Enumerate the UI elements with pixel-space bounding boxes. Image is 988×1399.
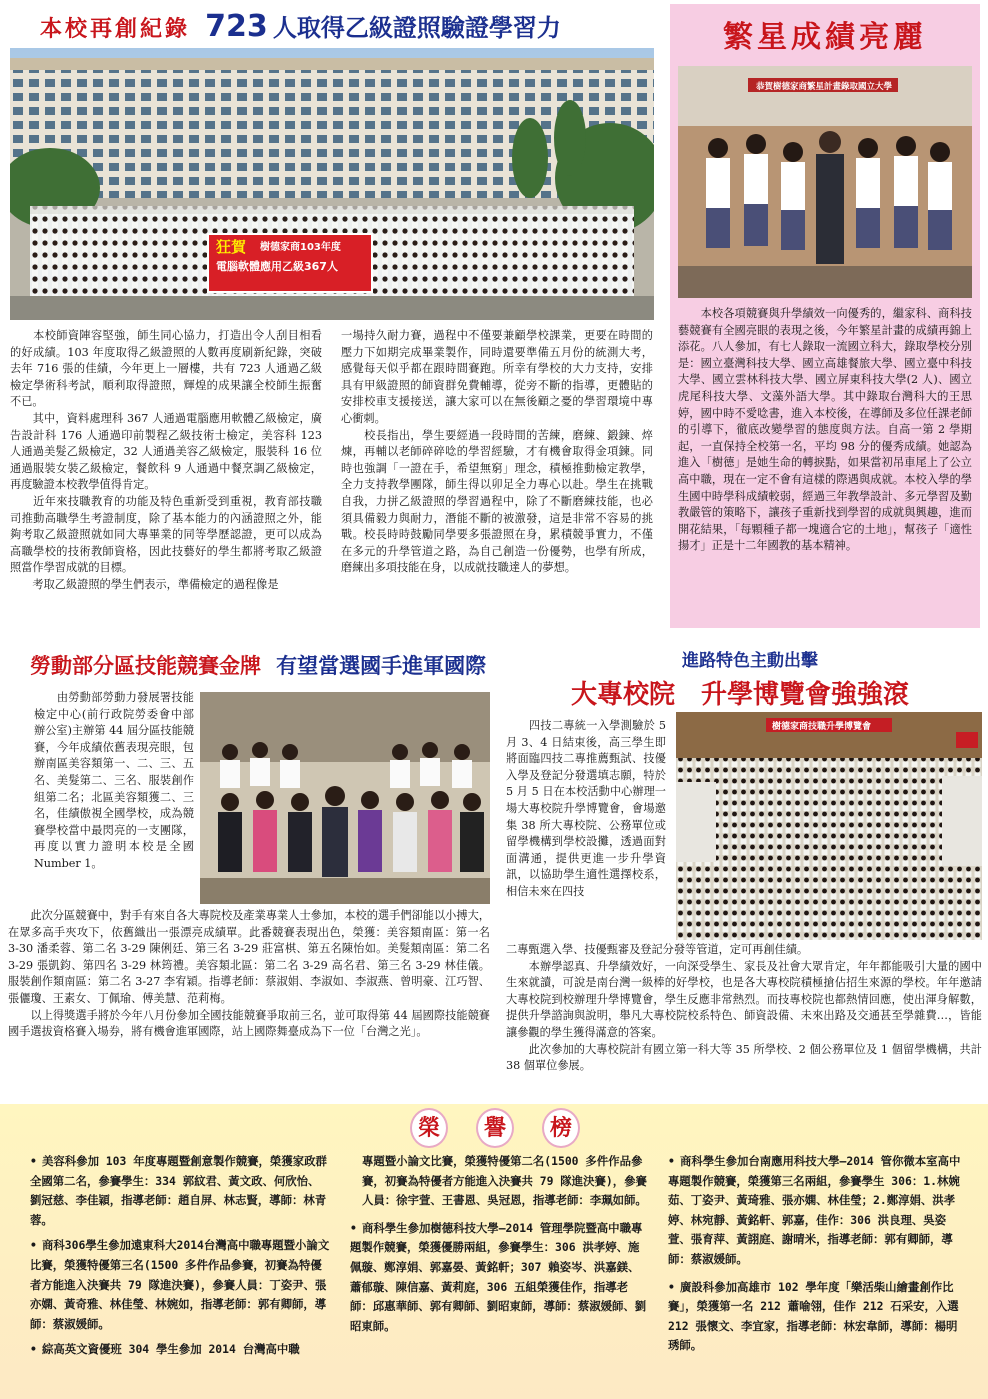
article1-column1: 本校師資陣容堅強，師生同心協力，打造出令人刮目相看的好成績。103 年度取得乙級證照的人數再度刷新紀錄，突破去年 716 張的佳績，今年更上一層樓，共有 723 人通過乙級檢定學術科考試，順利取得證照，輝煌的成果讓全校師生振奮不已。 其中，資料處理科 367 人通過電腦應用軟體乙級檢定，廣告設計科 176 人通過印前製程乙級技術士檢定，美容科 123 人通過美髮乙級檢定，32 人通過美容乙級檢定，服裝科 16 位通過服裝女裝乙級檢定，餐飲科 9 人通過中餐烹調乙級檢定，再度驗證本校教學值得肯定。 近年來技職教育的功能及特色重新受到重視，教育部技職司推動高職學生考證制度，除了基本能力的內涵證照之外，能夠考取乙級證照就如同大專畢業的同等學歷認證，更可以成為高職學校的技術教師資格，因此技藝好的學生都將考取乙級證照當作學習成就的目標。 考取乙級證照的學生們表示，準備檢定的過程像是 xyxy=(10,329,322,591)
honor-item: • 商科學生參加台南應用科技大學—2014 管你微本室高中專題製作競賽，榮獲第三名兩組，參賽學生 306：1.林婉茹、丁姿尹、黃琦雅、張亦嫻、林佳瑩；2.鄭淳娟、洪孝婷、林宛靜、黃銘軒、郭嘉，佳作：306 洪良理、吳姿萱、張育萍、黃詡庭、謝晴米，指導老師：郭有卿師，導師：蔡淑媛師。 xyxy=(668,1154,961,1266)
article3-wide: 此次分區競賽中，對手有來自各大專院校及產業專業人士參加，本校的選手們卻能以小搏大，在眾多高手夾攻下，依舊織出一張漂亮成績單。此番競賽表現出色，榮獲：美容類南區：第一名 3-30 潘柔蓉、第二名 3-29 陳俐廷、第三名 3-29 莊富棋、第五名陳怡如。美髮類南區：第二名 3-29 張凱鈞、第四名 3-29 林筠禮。美容類北區：第二名 3-29 高名君、第三名 3-29 林佳儀。服裝創作類南區：第二名 3-27 李宥穎。指導老師：蔡淑娟、李淑如、李淑燕、曾明豪、江巧智、張儷瓊、王素女、丁佩瑜、傅美慧、范莉梅。 以上得獎選手將於今年八月份參加全國技能競賽爭取前三名，並可取得第 44 屆國際技能競賽國手選拔資格賽入場券，將有機會進軍國際，站上國際舞臺成為下一位「台灣之光」。 xyxy=(8,909,490,1039)
photo-banner-fair: 樹德家商技職升學博覽會 xyxy=(772,722,872,732)
photo-banner-star: 恭賀樹德家商繁星計畫錄取國立大學 xyxy=(756,82,893,92)
banner-line3: 電腦軟體應用乙級367人 xyxy=(216,260,338,273)
banner-line1: 狂賀 xyxy=(216,238,247,256)
article3-narrow: 由勞動部勞動力發展署技能檢定中心(前行政院勞委會中部辦公室)主辦第 44 屆分區技能競賽，今年成績依舊表現亮眼，包辦南區美容類第一、二、三、五名、美髮第二、三名、服裝創作組第二名；北區美容類獲二、三名，佳績傲視全國學校，成為競賽學校當中最閃亮的一支團隊，再度以實力證明本校是全國 Number 1。 xyxy=(34,691,198,870)
honor-roll-title xyxy=(410,1108,580,1150)
article1-title xyxy=(40,8,640,44)
honor-item: • 商科306學生參加遠東科大2014台灣高中職專題暨小論文比賽，榮獲特優第三名(1500 多件作品參賽，初賽為特優者方能進入決賽共 79 隊進決賽)，參賽人員：丁姿尹、張亦嫻、黃奇雅、林佳瑩、林婉如，指導老師：郭有卿師，導師：蔡淑媛師。 xyxy=(30,1238,330,1331)
star-results-panel xyxy=(670,4,980,628)
article1-title-number: 723 xyxy=(205,9,268,44)
article1-title-red: 本校再創紀錄 xyxy=(40,17,191,42)
article2-body: 本校各項競賽與升學績效一向優秀的，繼家科、商科技藝競賽有全國亮眼的表現之後，今年繁星計畫的成績再錦上添花。八人參加，有七人錄取一流國立科大，錄取學校分別是：國立臺灣科技大學、國立高雄餐旅大學、國立臺中科技大學、國立雲林科技大學、國立屏東科技大學(2 人)、國立虎尾科技大學、文藻外語大學。其中錄取台灣科大的王思婷，國中時不愛唸書，進入本校後，在導師及多位任課老師的引導下，徹底改變學習的態度與方法。自高一第 2 學期起，一直保持全校第一名，平均 98 分的優秀成績。她認為進入「樹德」是她生命的轉捩點，如果當初吊車尾上了公立高中職，現在一定不會有這樣的際遇與成就。本校入學的學生國中時學科成績較弱，經過三年教學設計、多元學習及勤教嚴管的策略下，讓孩子重新找到學習的成就與興趣，進而開花結果，「每顆種子都一塊適合它的土地」，幫孩子「適性揚才」正是十二年國教的基本精神。 xyxy=(678,307,972,553)
article4-wide: 二專甄選入學、技優甄審及登記分發等管道，定可再創佳績。 本辦學認真、升學績效好，一向深受學生、家長及社會大眾肯定，年年都能吸引大量的國中生來就讀，可說是南台灣一級棒的好學校，也是各大專校院積極搶佔招生來源的學校。年年邀請大專校院到校辦理升學博覽會，學生反應非常熱烈。而技專校院也都熱情回應，使出渾身解數，提供升學諮詢與說明，舉凡大專校院校系特色、師資設備、未來出路及交通甚至學雜費…，皆能讓參觀的學生獲得滿意的答案。 此次參加的大專校院計有國立第一科大等 35 所學校、2 個公務單位及 1 個留學機構，共計 38 個單位參展。 xyxy=(506,943,982,1073)
honor-column-3 xyxy=(668,1152,968,1356)
honor-item: • 商科學生參加樹德科技大學—2014 管理學院暨高中職專題製作競賽，榮獲優勝兩組，參賽學生：306 洪孝婷、施佩璇、鄭淳娟、郭嘉晏、黃銘軒；307 賴姿岑、洪嘉鎂、蕭郁璇、陳信嘉、黃莉庭，306 五組榮獲佳作，指導老師：邱惠華師、郭有卿師、劉昭東師，導師：蔡淑媛師、劉昭東師。 xyxy=(350,1220,647,1333)
article4-kicker: 進路特色主動出擊 xyxy=(682,651,818,671)
skills-team-photo xyxy=(200,692,490,904)
banner-line2: 樹德家商103年度 xyxy=(260,242,341,253)
honor-item-continued: 專題暨小論文比賽，榮獲特優第二名(1500 多件作品參賽，初賽為特優者方能進入決賽共 79 隊進決賽)，參賽人員：徐宇萱、王書恩、吳冠恩，指導老師：李珮如師。 xyxy=(362,1154,647,1208)
article3-title-blue: 有望當選國手進軍國際 xyxy=(276,654,487,678)
article4-title: 大專校院 升學博覽會強強滾 xyxy=(570,680,909,710)
article2-title: 繁星成績亮麗 xyxy=(723,20,927,55)
honor-item: • 廣設科參加高雄市 102 學年度「樂活柴山繪畫創作比賽」，榮獲第一名 212 蕭喻翎，佳作 212 石采安，入選 212 張懷文、李宜家，指導老師：林宏韋師，導師：楊明琇師。 xyxy=(668,1279,959,1353)
honor-column-1 xyxy=(30,1152,330,1360)
article1-title-blue: 人取得乙級證照驗證學習力 xyxy=(272,14,561,42)
honor-title-char: 譽 xyxy=(476,1108,514,1148)
article1-column2: 一場持久耐力賽，過程中不僅要兼顧學校課業，更要在時間的壓力下如期完成畢業製作，同時還要準備五月份的統測大考，感覺每天似乎都在跟時間賽跑。所幸有學校的大力支持，安排具有甲級證照的師資群免費輔導，從旁不斷的指導，更體貼的安排校車支援接送，讓大家可以在無後顧之憂的學習環境中專心衝刺。 校長指出，學生要經過一段時間的苦練，磨練、鍛鍊、焠煉，再輔以老師碎碎唸的學習經驗，才有機會取得金項鍊。同時也強調「一證在手，希望無窮」理念，積極推動檢定教學，全力支持教學團隊，師生得以卯足全力專心以赴。學生在挑戰自我，力拼乙級證照的學習過程中，除了不斷磨練技能，也必須具備毅力與耐力，潛能不斷的被激發，這是非常不容易的挑戰。校長時時鼓勵同學要多張證照在身，累積競爭實力，不僅在多元的升學管道之路，為自己創造一份優勢，也學有所成，磨練出多項技能在身，以成就技職達人的夢想。 xyxy=(341,329,653,575)
honor-item: • 美容科參加 103 年度專題暨創意製作競賽，榮獲家政群全國第二名，參賽學生：334 郭紋君、黃文政、何欣怡、劉冠慈、李佳穎，指導老師：趙自屏、林志賢，導師：林青蓉。 xyxy=(30,1154,327,1227)
honor-roll-section xyxy=(0,1104,988,1399)
star-students-photo xyxy=(678,66,972,298)
honor-item: • 綜高英文資優班 304 學生參加 2014 台灣高中職 xyxy=(30,1342,300,1357)
honor-title-char: 榜 xyxy=(542,1108,580,1148)
honor-title-char: 榮 xyxy=(410,1108,448,1148)
group-photo-school xyxy=(10,48,654,320)
college-fair-photo xyxy=(676,712,982,940)
honor-column-2 xyxy=(350,1152,650,1336)
article3-title-red: 勞動部分區技能競賽金牌 xyxy=(30,654,261,678)
article4-narrow: 四技二專統一入學測驗於 5 月 3、4 日結束後，高三學生即將面臨四技二專推薦甄試、技優入學及登記分發選填志願，特於 5 月 5 日在本校活動中心辦理一場大專校院升學博覽會，會場邀集 38 所大專校院、公務單位或留學機構到學校設攤，透過面對面溝通，提供更進一步升學資訊，以協助學生適性選擇校系，相信未來在四技 xyxy=(506,719,670,898)
